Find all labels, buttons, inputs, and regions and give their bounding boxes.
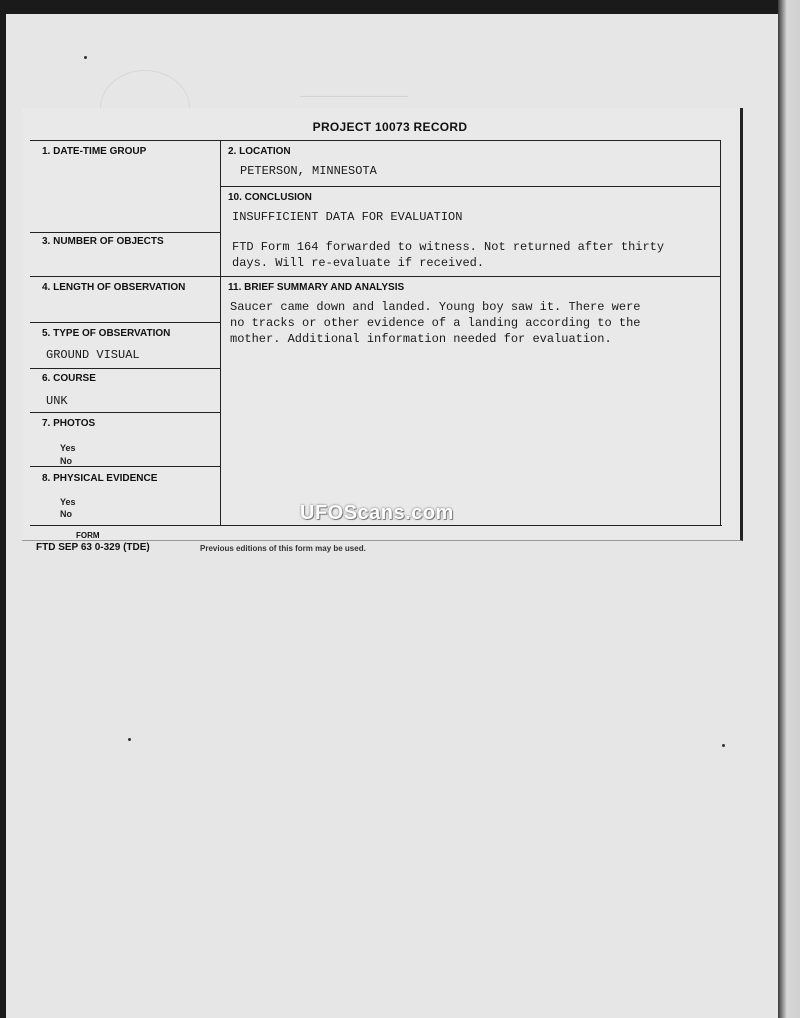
grid-line xyxy=(30,232,220,233)
grid-line xyxy=(30,466,220,467)
grid-line xyxy=(720,140,721,525)
photos-label: 7. PHOTOS xyxy=(42,418,96,429)
length-of-observation-label: 4. LENGTH OF OBSERVATION xyxy=(42,282,186,293)
photos-option-no: No xyxy=(60,456,72,466)
course-label: 6. COURSE xyxy=(42,373,96,384)
grid-line xyxy=(30,412,220,413)
conclusion-label: 10. CONCLUSION xyxy=(228,192,312,203)
bleed-through-text: ──────────────────── xyxy=(300,92,409,102)
grid-line xyxy=(220,186,720,187)
grid-line xyxy=(30,322,220,323)
photos-option-yes: Yes xyxy=(60,443,76,453)
grid-line xyxy=(30,525,722,526)
physical-evidence-option-yes: Yes xyxy=(60,497,76,507)
conclusion-note-line-1: FTD Form 164 forwarded to witness. Not returned after thirty xyxy=(232,240,665,254)
date-time-group-label: 1. DATE-TIME GROUP xyxy=(42,146,147,157)
brief-summary-label: 11. BRIEF SUMMARY AND ANALYSIS xyxy=(228,282,405,293)
form-title: PROJECT 10073 RECORD xyxy=(312,120,468,134)
scan-speck xyxy=(84,56,87,59)
course-value: UNK xyxy=(46,394,68,408)
location-value: PETERSON, MINNESOTA xyxy=(240,164,377,178)
physical-evidence-option-no: No xyxy=(60,509,72,519)
number-of-objects-label: 3. NUMBER OF OBJECTS xyxy=(42,236,164,247)
physical-evidence-label: 8. PHYSICAL EVIDENCE xyxy=(42,473,158,484)
summary-line-1: Saucer came down and landed. Young boy saw it. There were xyxy=(230,300,641,314)
type-of-observation-label: 5. TYPE OF OBSERVATION xyxy=(42,328,171,339)
conclusion-value: INSUFFICIENT DATA FOR EVALUATION xyxy=(232,210,463,224)
footer-form-id: FTD SEP 63 0-329 (TDE) xyxy=(36,542,150,553)
footer-form-word: FORM xyxy=(76,531,100,540)
summary-line-3: mother. Additional information needed for evaluation. xyxy=(230,332,612,346)
grid-line xyxy=(30,276,720,277)
site-watermark: UFOScans.com xyxy=(300,502,454,524)
location-label: 2. LOCATION xyxy=(228,146,291,157)
page-edge xyxy=(778,0,800,1018)
scan-speck xyxy=(722,744,725,747)
conclusion-note-line-2: days. Will re-evaluate if received. xyxy=(232,256,485,270)
summary-line-2: no tracks or other evidence of a landing according to the xyxy=(230,316,641,330)
grid-line xyxy=(220,140,221,525)
type-of-observation-value: GROUND VISUAL xyxy=(46,348,140,362)
grid-line xyxy=(30,140,720,141)
scan-speck xyxy=(128,738,131,741)
grid-line xyxy=(30,368,220,369)
footer-previous-editions: Previous editions of this form may be used. xyxy=(200,544,366,553)
